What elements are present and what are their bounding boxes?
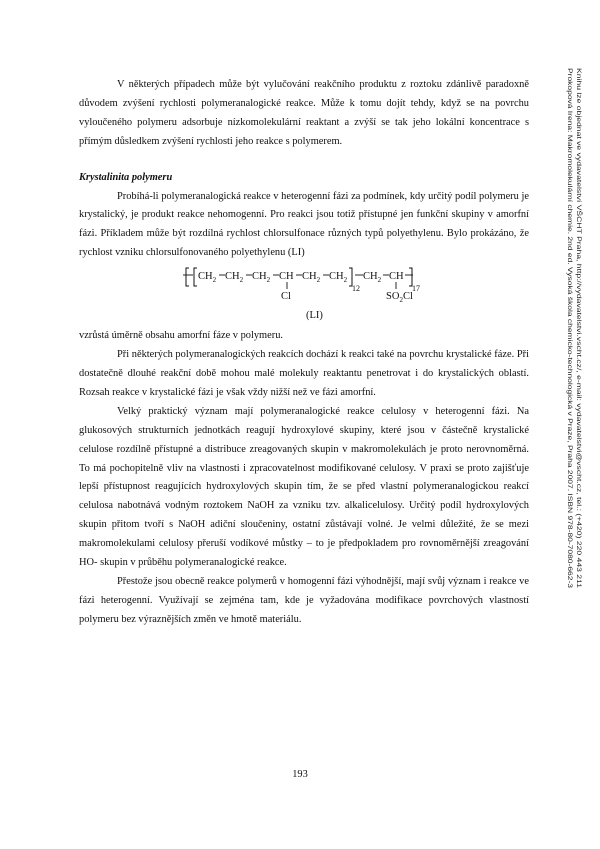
- chemical-formula-LI: [79, 265, 529, 323]
- formula-unit-3: $CH_2$: [252, 271, 271, 285]
- formula-index-12: 12: [352, 284, 360, 294]
- formula-chlorine: Cl: [281, 291, 291, 303]
- section-heading: Krystalinita polymeru: [79, 171, 173, 183]
- paragraph-5: Velký praktický význam mají polymeranalogické reakce celulosy v heterogenní fázi. Na glukosových strukturních jednotkách reagují hydroxylové skupiny, které jsou v částečně krystalické celulose rozdílně přístupné a distribuce zreagovaných skupin v makromolekulách je proto nerovnoměrná. To má pochopitelně vliv na vlastnosti i zpracovatelnost modifikované celulosy. V praxi se proto zajišťuje lepší přístupnost reagujících hydroxylových skupin tím, že se před vlastní polymeranalogickou reakcí celulosa nabotnává vodným roztokem NaOH za vzniku tzv. alkalicelulosy. Určitý podíl hydroxylových skupin přitom tvoří s NaOH adiční sloučeniny, ostatní zůstávají volné. Je velmi důležité, že se mezi makromolekulami celulosy přeruší vodíkové můstky – to je předpokladem pro rovnoměrnější zreagování HO- skupin v průběhu polymeranalogické reakce.: [79, 405, 529, 569]
- formula-unit-2: $CH_2$: [225, 271, 244, 285]
- formula-unit-ch: CH: [279, 271, 294, 283]
- paragraph-1: V některých případech může být vylučování reakčního produktu z roztoku zdánlivě paradoxně důvodem zvýšení rychlosti polymeranalogické reakce. Může k tomu dojít tehdy, když se na povrchu vyloučeného polymeru adsorbuje nízkomolekulární reaktant a zvýší se tak jeho lokální koncentrace s přímým důsledkem zvýšení rychlosti jeho reakce s polymerem.: [79, 79, 529, 147]
- citation-line-2: Knihu lze objednat ve vydavatelství VŠCHT Praha, http://vydavatelstvi.vscht.cz/, e-mail: vydavatelstvi@vscht.cz, tel.: (+420) 220 443 211: [575, 68, 582, 455]
- formula-label: (LI): [306, 310, 323, 322]
- page-number: 193: [292, 769, 308, 780]
- paragraph-2: Probíhá-li polymeranalogická reakce v heterogenní fázi za podmínek, kdy určitý podíl polymeru je krystalický, je produkt reakce nehomogenní. Pro reakci jsou totiž přístupné jen funkční skupiny v amorfní fázi. Příkladem může být rozdílná rychlost chlorsulfonace různých typů polyethylenu. Bylo prokázáno, že rychlost vzniku chlorsulfonovaného polyethylenu (LI): [79, 190, 529, 259]
- citation-line-1: Prokopová Irena: Makromolekulární chemie. 2nd ed. Vysoká škola chemicko-technologická v Praze, Praha 2007. ISBN 978-80-7080-662-3: [566, 68, 573, 461]
- formula-unit-1: $CH_2$: [198, 271, 217, 285]
- main-text: [79, 76, 529, 630]
- formula-unit-ch2: CH: [389, 271, 404, 283]
- formula-unit-4: $CH_2$: [302, 271, 321, 285]
- formula-unit-5: $CH_2$: [329, 271, 348, 285]
- citation-sidebar: [554, 66, 599, 626]
- paragraph-3: vzrůstá úměrně obsahu amorfní fáze v polymeru.: [79, 330, 283, 342]
- paragraph-4: Při některých polymeranalogických reakcích dochází k reakci také na povrchu krystalické fáze. Při dostatečně dlouhé reakční době mohou malé molekuly reaktantu penetrovat i do krystalických oblastí. Rozsah reakce v krystalické fázi je však vždy nižší než ve fázi amorfní.: [79, 349, 529, 398]
- formula-unit-6: $CH_2$: [363, 271, 382, 285]
- paragraph-6: Přestože jsou obecně reakce polymerů v homogenní fázi výhodnější, mají svůj význam i reakce ve fázi heterogenní. Využívají se zejména tam, kde je vyžadována modifikace povrchových vlastností polymeru bez výraznějších změn ve hmotě materiálu.: [79, 575, 529, 625]
- formula-sulfonyl-chloride: $SO_2Cl$: [386, 291, 413, 305]
- formula-index-17: 17: [412, 284, 420, 294]
